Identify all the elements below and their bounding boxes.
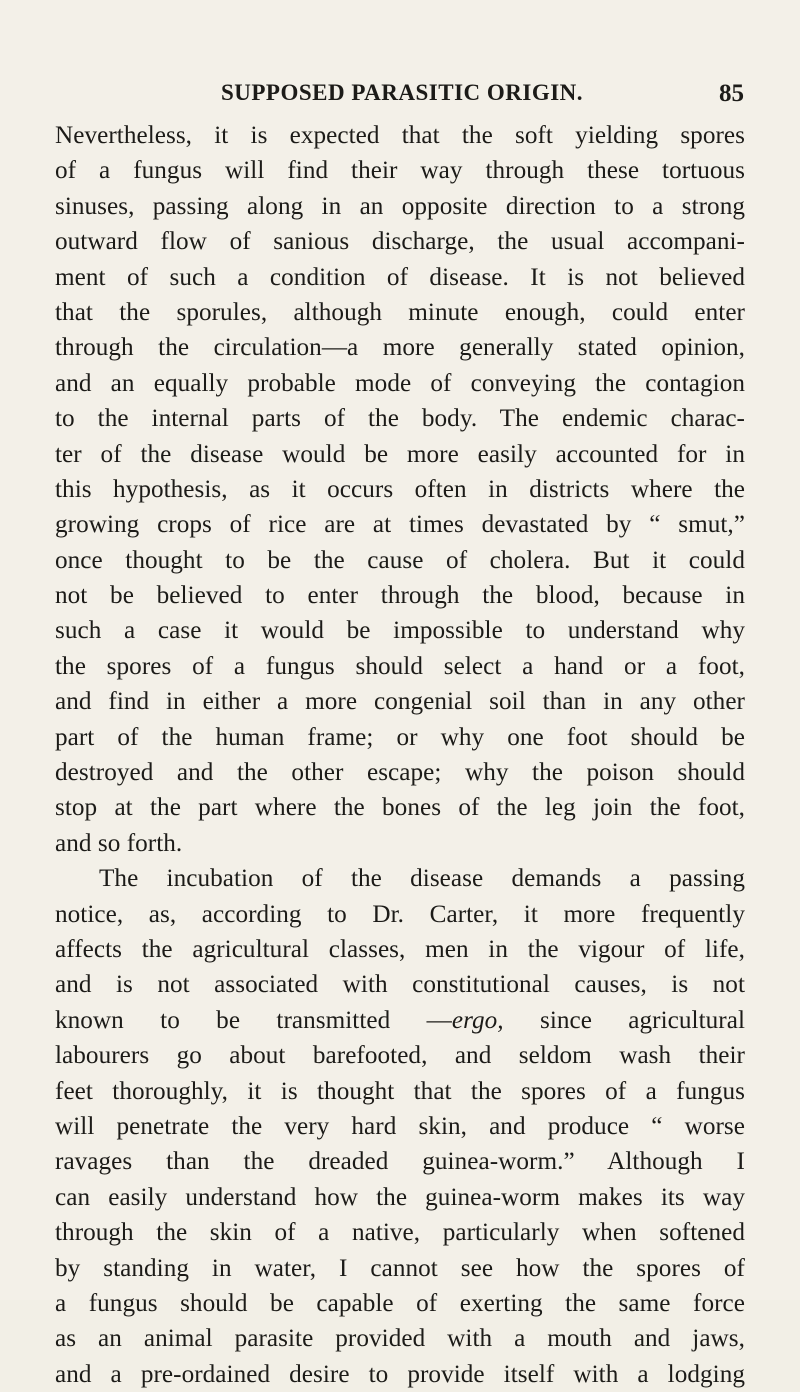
text-line: and so forth. [55,829,183,857]
text-line: notice, as, according to Dr. Carter, it more frequently [55,900,745,928]
text-line: that the sporules, although minute enough, could enter [55,298,745,326]
italic-word: ergo, [451,1006,504,1034]
text-line: can easily understand how the guinea-worm makes its way [55,1183,745,1211]
text-line: destroyed and the other escape; why the poison should [55,759,745,787]
running-head [52,80,752,120]
text-line: sinuses, passing along in an opposite direction to a strong [55,192,745,220]
page-number: 85 [719,80,744,107]
text-line-paragraph-start: The incubation of the disease demands a passing [99,865,745,893]
text-line: and find in either a more congenial soil than in any other [55,688,745,716]
text-line: a fungus should be capable of exerting the same force [55,1289,745,1317]
text-run: known to be transmitted — [55,1006,452,1034]
text-line: to the internal parts of the body. The endemic charac- [55,405,745,433]
text-line: through the skin of a native, particularly when softened [55,1219,745,1247]
text-line: through the circulation—a more generally stated opinion, [55,334,745,362]
text-line: not be believed to enter through the blood, because in [55,582,745,610]
text-run: since agricultural [503,1006,745,1034]
text-line: as an animal parasite provided with a mouth and jaws, [55,1325,745,1353]
text-line: ravages than the dreaded guinea-worm.” Although I [55,1148,745,1176]
text-line: and a pre-ordained desire to provide itself with a lodging [55,1360,745,1388]
text-line: ment of such a condition of disease. It is not believed [55,263,745,291]
text-line: such a case it would be impossible to understand why [55,617,745,645]
running-head-title: SUPPOSED PARASITIC ORIGIN. [220,80,584,105]
text-line: Nevertheless, it is expected that the soft yielding spores [55,122,745,149]
text-line: will penetrate the very hard skin, and produce “ worse [55,1112,745,1140]
text-line: the spores of a fungus should select a hand or a foot, [55,652,745,680]
text-line: this hypothesis, as it occurs often in districts where the [55,475,745,503]
text-line: part of the human frame; or why one foot should be [55,723,745,751]
text-line: labourers go about barefooted, and seldom wash their [55,1042,745,1070]
text-line: and an equally probable mode of conveying the contagion [55,369,745,397]
text-line: affects the agricultural classes, men in the vigour of life, [55,935,745,963]
text-line: ter of the disease would be more easily accounted for in [55,440,745,468]
text-line: outward flow of sanious discharge, the usual accompani- [55,228,745,256]
body-text [55,118,745,1392]
text-line-mixed [55,1003,745,1038]
text-line: by standing in water, I cannot see how the spores of [55,1254,745,1282]
text-line: stop at the part where the bones of the leg join the foot, [55,794,745,822]
text-line: growing crops of rice are at times devastated by “ smut,” [55,511,745,539]
text-line: of a fungus will find their way through these tortuous [55,157,745,185]
text-line: feet thoroughly, it is thought that the spores of a fungus [55,1077,745,1105]
text-line: and is not associated with constitutional causes, is not [55,971,745,999]
text-line: once thought to be the cause of cholera. But it could [55,546,745,574]
